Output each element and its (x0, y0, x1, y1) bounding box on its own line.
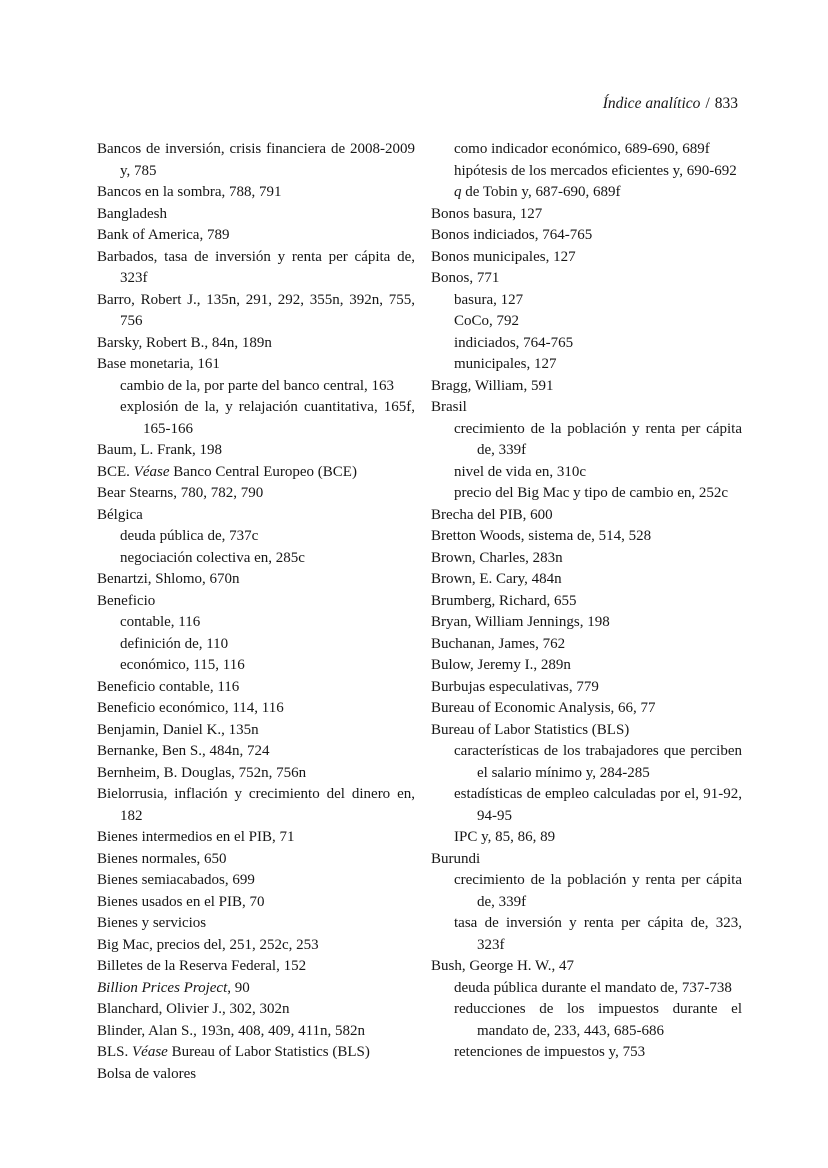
index-subentry (431, 462, 742, 484)
index-entry-text: Bienes usados en el PIB, 70 (97, 893, 265, 910)
index-entry-text: contable, 116 (120, 614, 201, 630)
index-entry (97, 935, 415, 957)
index-entry-text: Brecha del PIB, 600 (431, 506, 553, 523)
index-entry-text: Burbujas especulativas, 779 (431, 678, 599, 695)
index-entry (97, 247, 415, 290)
index-entry-text: Barbados, tasa de inversión y renta per cápita de, 323f (97, 248, 415, 286)
index-entry-text: retenciones de impuestos y, 753 (454, 1044, 646, 1060)
index-entry-text: Véase (132, 1044, 168, 1060)
running-header (603, 95, 738, 113)
index-entry-text: Bureau of Labor Statistics (BLS) (431, 721, 630, 738)
section-title: Índice analítico (602, 95, 701, 112)
index-entry-text: Blinder, Alan S., 193n, 408, 409, 411n, 582n (97, 1022, 366, 1039)
index-entry (97, 677, 415, 699)
index-entry-text: Brown, Charles, 283n (431, 549, 563, 566)
index-entry-text: Bretton Woods, sistema de, 514, 528 (431, 528, 652, 544)
index-entry (431, 376, 742, 398)
index-entry-text: , 90 (227, 979, 250, 996)
index-subentry (431, 139, 742, 161)
index-entry-text: Benartzi, Shlomo, 670n (97, 571, 240, 587)
index-entry-text: Big Mac, precios del, 251, 252c, 253 (97, 936, 319, 953)
index-entry-text: tasa de inversión y renta per cápita de, 323, 323f (454, 915, 742, 953)
index-entry (97, 913, 415, 935)
index-entry-text: deuda pública de, 737c (120, 528, 259, 544)
index-entry (97, 784, 415, 827)
index-entry-text: Bulow, Jeremy I., 289n (431, 657, 571, 673)
index-entry-text: indiciados, 764-765 (454, 334, 574, 351)
index-entry (97, 225, 415, 247)
index-entry-text: Bureau of Economic Analysis, 66, 77 (431, 700, 656, 716)
index-entry-text: Base monetaria, 161 (97, 356, 220, 372)
index-entry-text: BLS. (97, 1044, 133, 1060)
index-entry (97, 440, 415, 462)
index-subentry (431, 870, 742, 913)
index-entry (97, 139, 415, 182)
index-entry (431, 720, 742, 742)
index-entry (97, 462, 415, 484)
index-entry (97, 978, 415, 1000)
index-subentry (431, 161, 742, 183)
index-entry (97, 870, 415, 892)
index-subentry (97, 655, 415, 677)
header-separator: / (705, 95, 710, 112)
index-entry-text: estadísticas de empleo calculadas por el, 91-92, 94-95 (454, 786, 742, 824)
index-subentry (431, 978, 742, 1000)
index-entry-text: Bureau of Labor Statistics (BLS) (167, 1044, 370, 1060)
index-entry-text: Beneficio económico, 114, 116 (97, 700, 284, 716)
index-entry (97, 1042, 415, 1064)
index-entry-text: Blanchard, Olivier J., 302, 302n (97, 1001, 290, 1017)
index-entry (97, 1064, 415, 1086)
index-entry (97, 204, 415, 226)
index-entry-text: Bonos municipales, 127 (431, 248, 576, 265)
index-entry-text: Bank of America, 789 (97, 227, 230, 243)
index-entry-text: Beneficio contable, 116 (97, 678, 240, 695)
index-entry-text: Barro, Robert J., 135n, 291, 292, 355n, 392n, 755, 756 (97, 291, 415, 329)
index-subentry (431, 483, 742, 505)
index-subentry (97, 548, 415, 570)
index-entry-text: Bryan, William Jennings, 198 (431, 614, 610, 630)
index-subentry (431, 999, 742, 1042)
index-entry-text: basura, 127 (454, 291, 524, 308)
index-entry (431, 849, 742, 871)
index-entry-text: Bélgica (97, 506, 143, 523)
index-entry-text: Bonos basura, 127 (431, 205, 543, 222)
index-entry (97, 827, 415, 849)
index-entry-text: Burundi (431, 850, 481, 867)
index-subentry (97, 376, 415, 398)
index-entry-text: Bangladesh (97, 205, 167, 222)
index-subentry (431, 784, 742, 827)
index-subentry (431, 290, 742, 312)
index-entry (431, 548, 742, 570)
index-entry (97, 290, 415, 333)
index-entry-text: Bielorrusia, inflación y crecimiento del dinero en, 182 (97, 786, 415, 824)
index-entry-text: Bienes intermedios en el PIB, 71 (97, 829, 295, 845)
page-number: 833 (714, 95, 738, 112)
index-entry (97, 849, 415, 871)
index-entry-text: reducciones de los impuestos durante el mandato de, 233, 443, 685-686 (454, 1001, 742, 1039)
index-entry-text: Brown, E. Cary, 484n (431, 571, 562, 587)
index-entry (97, 591, 415, 613)
index-entry-text: precio del Big Mac y tipo de cambio en, 252c (454, 485, 729, 501)
index-entry-text: Bush, George H. W., 47 (431, 958, 575, 974)
index-entry (97, 999, 415, 1021)
index-entry (431, 569, 742, 591)
index-entry-text: Bernanke, Ben S., 484n, 724 (97, 743, 270, 759)
index-entry-text: hipótesis de los mercados eficientes y, 690-692 (454, 162, 737, 179)
index-entry (97, 354, 415, 376)
index-entry-text: definición de, 110 (120, 635, 229, 652)
index-entry-text: municipales, 127 (454, 356, 557, 372)
index-subentry (431, 1042, 742, 1064)
index-entry (97, 698, 415, 720)
index-entry (431, 526, 742, 548)
index-entry (431, 655, 742, 677)
index-subentry (431, 333, 742, 355)
index-entry-text: Bienes semiacabados, 699 (97, 872, 255, 888)
index-entry-text: Benjamin, Daniel K., 135n (97, 721, 259, 738)
index-entry (431, 698, 742, 720)
index-column-left (97, 139, 415, 1085)
index-entry-text: Brumberg, Richard, 655 (431, 592, 577, 609)
index-subentry (97, 526, 415, 548)
index-entry (97, 720, 415, 742)
index-entry (431, 505, 742, 527)
index-subentry (97, 612, 415, 634)
index-entry-text: Bancos de inversión, crisis financiera de 2008-2009 y, 785 (97, 141, 415, 179)
index-entry (97, 1021, 415, 1043)
index-entry-text: Baum, L. Frank, 198 (97, 442, 222, 458)
index-entry (431, 247, 742, 269)
index-entry-text: Bolsa de valores (97, 1065, 197, 1082)
index-entry-text: BCE. (97, 463, 134, 480)
index-entry-text: cambio de la, por parte del banco central, 163 (120, 377, 395, 394)
index-entry (97, 956, 415, 978)
index-entry (97, 741, 415, 763)
index-subentry (431, 354, 742, 376)
index-subentry (431, 913, 742, 956)
index-entry-text: Banco Central Europeo (BCE) (169, 463, 357, 480)
index-entry (431, 397, 742, 419)
index-entry (97, 569, 415, 591)
index-entry (431, 225, 742, 247)
index-subentry (431, 419, 742, 462)
index-entry-text: Buchanan, James, 762 (431, 635, 566, 652)
index-entry-text: Brasil (431, 399, 467, 415)
index-entry-text: como indicador económico, 689-690, 689f (454, 141, 710, 157)
index-entry (431, 591, 742, 613)
index-entry-text: características de los trabajadores que perciben el salario mínimo y, 284-285 (454, 743, 742, 781)
index-entry-text: Beneficio (97, 592, 156, 609)
index-entry-text: CoCo, 792 (454, 313, 520, 329)
index-entry-text: Bernheim, B. Douglas, 752n, 756n (97, 764, 307, 781)
index-entry-text: Véase (133, 463, 170, 480)
index-entry (97, 483, 415, 505)
index-entry (97, 182, 415, 204)
index-entry (97, 505, 415, 527)
index-entry-text: de Tobin y, 687-690, 689f (461, 184, 621, 200)
index-entry-text: IPC y, 85, 86, 89 (454, 829, 556, 845)
index-entry-text: Billion Prices Project (97, 979, 228, 996)
index-entry-text: Bonos, 771 (431, 270, 500, 286)
index-subentry (97, 397, 415, 440)
index-entry-text: explosión de la, y relajación cuantitativa, 165f, 165-166 (120, 399, 415, 437)
index-column-right (431, 139, 742, 1085)
index-entry (431, 612, 742, 634)
index-entry (97, 333, 415, 355)
index-entry-text: Bear Stearns, 780, 782, 790 (97, 485, 264, 501)
index-entry (431, 634, 742, 656)
index-entry (431, 204, 742, 226)
index-entry (431, 956, 742, 978)
index-entry-text: Bonos indiciados, 764-765 (431, 227, 593, 243)
index-entry (97, 763, 415, 785)
index-entry-text: crecimiento de la población y renta per cápita de, 339f (454, 420, 742, 458)
index-entry-text: Bienes normales, 650 (97, 850, 227, 867)
index-entry-text: Bancos en la sombra, 788, 791 (97, 184, 282, 200)
index-entry-text: económico, 115, 116 (120, 657, 245, 673)
index-subentry (431, 311, 742, 333)
index-entry-text: deuda pública durante el mandato de, 737-738 (454, 979, 732, 996)
index-entry (431, 268, 742, 290)
index-entry-text: Barsky, Robert B., 84n, 189n (97, 334, 272, 351)
index-entry-text: Billetes de la Reserva Federal, 152 (97, 958, 307, 974)
index-entry-text: crecimiento de la población y renta per cápita de, 339f (454, 872, 742, 910)
index-subentry (97, 634, 415, 656)
index-entry-text: negociación colectiva en, 285c (120, 549, 305, 566)
index-subentry (431, 827, 742, 849)
index-entry-text: q (454, 184, 462, 200)
index-entry (431, 677, 742, 699)
index-columns (97, 139, 742, 1085)
index-entry-text: Bragg, William, 591 (431, 377, 554, 394)
index-entry-text: Bienes y servicios (97, 915, 207, 931)
index-entry (97, 892, 415, 914)
index-entry-text: nivel de vida en, 310c (454, 463, 587, 480)
index-subentry (431, 741, 742, 784)
index-subentry (431, 182, 742, 204)
